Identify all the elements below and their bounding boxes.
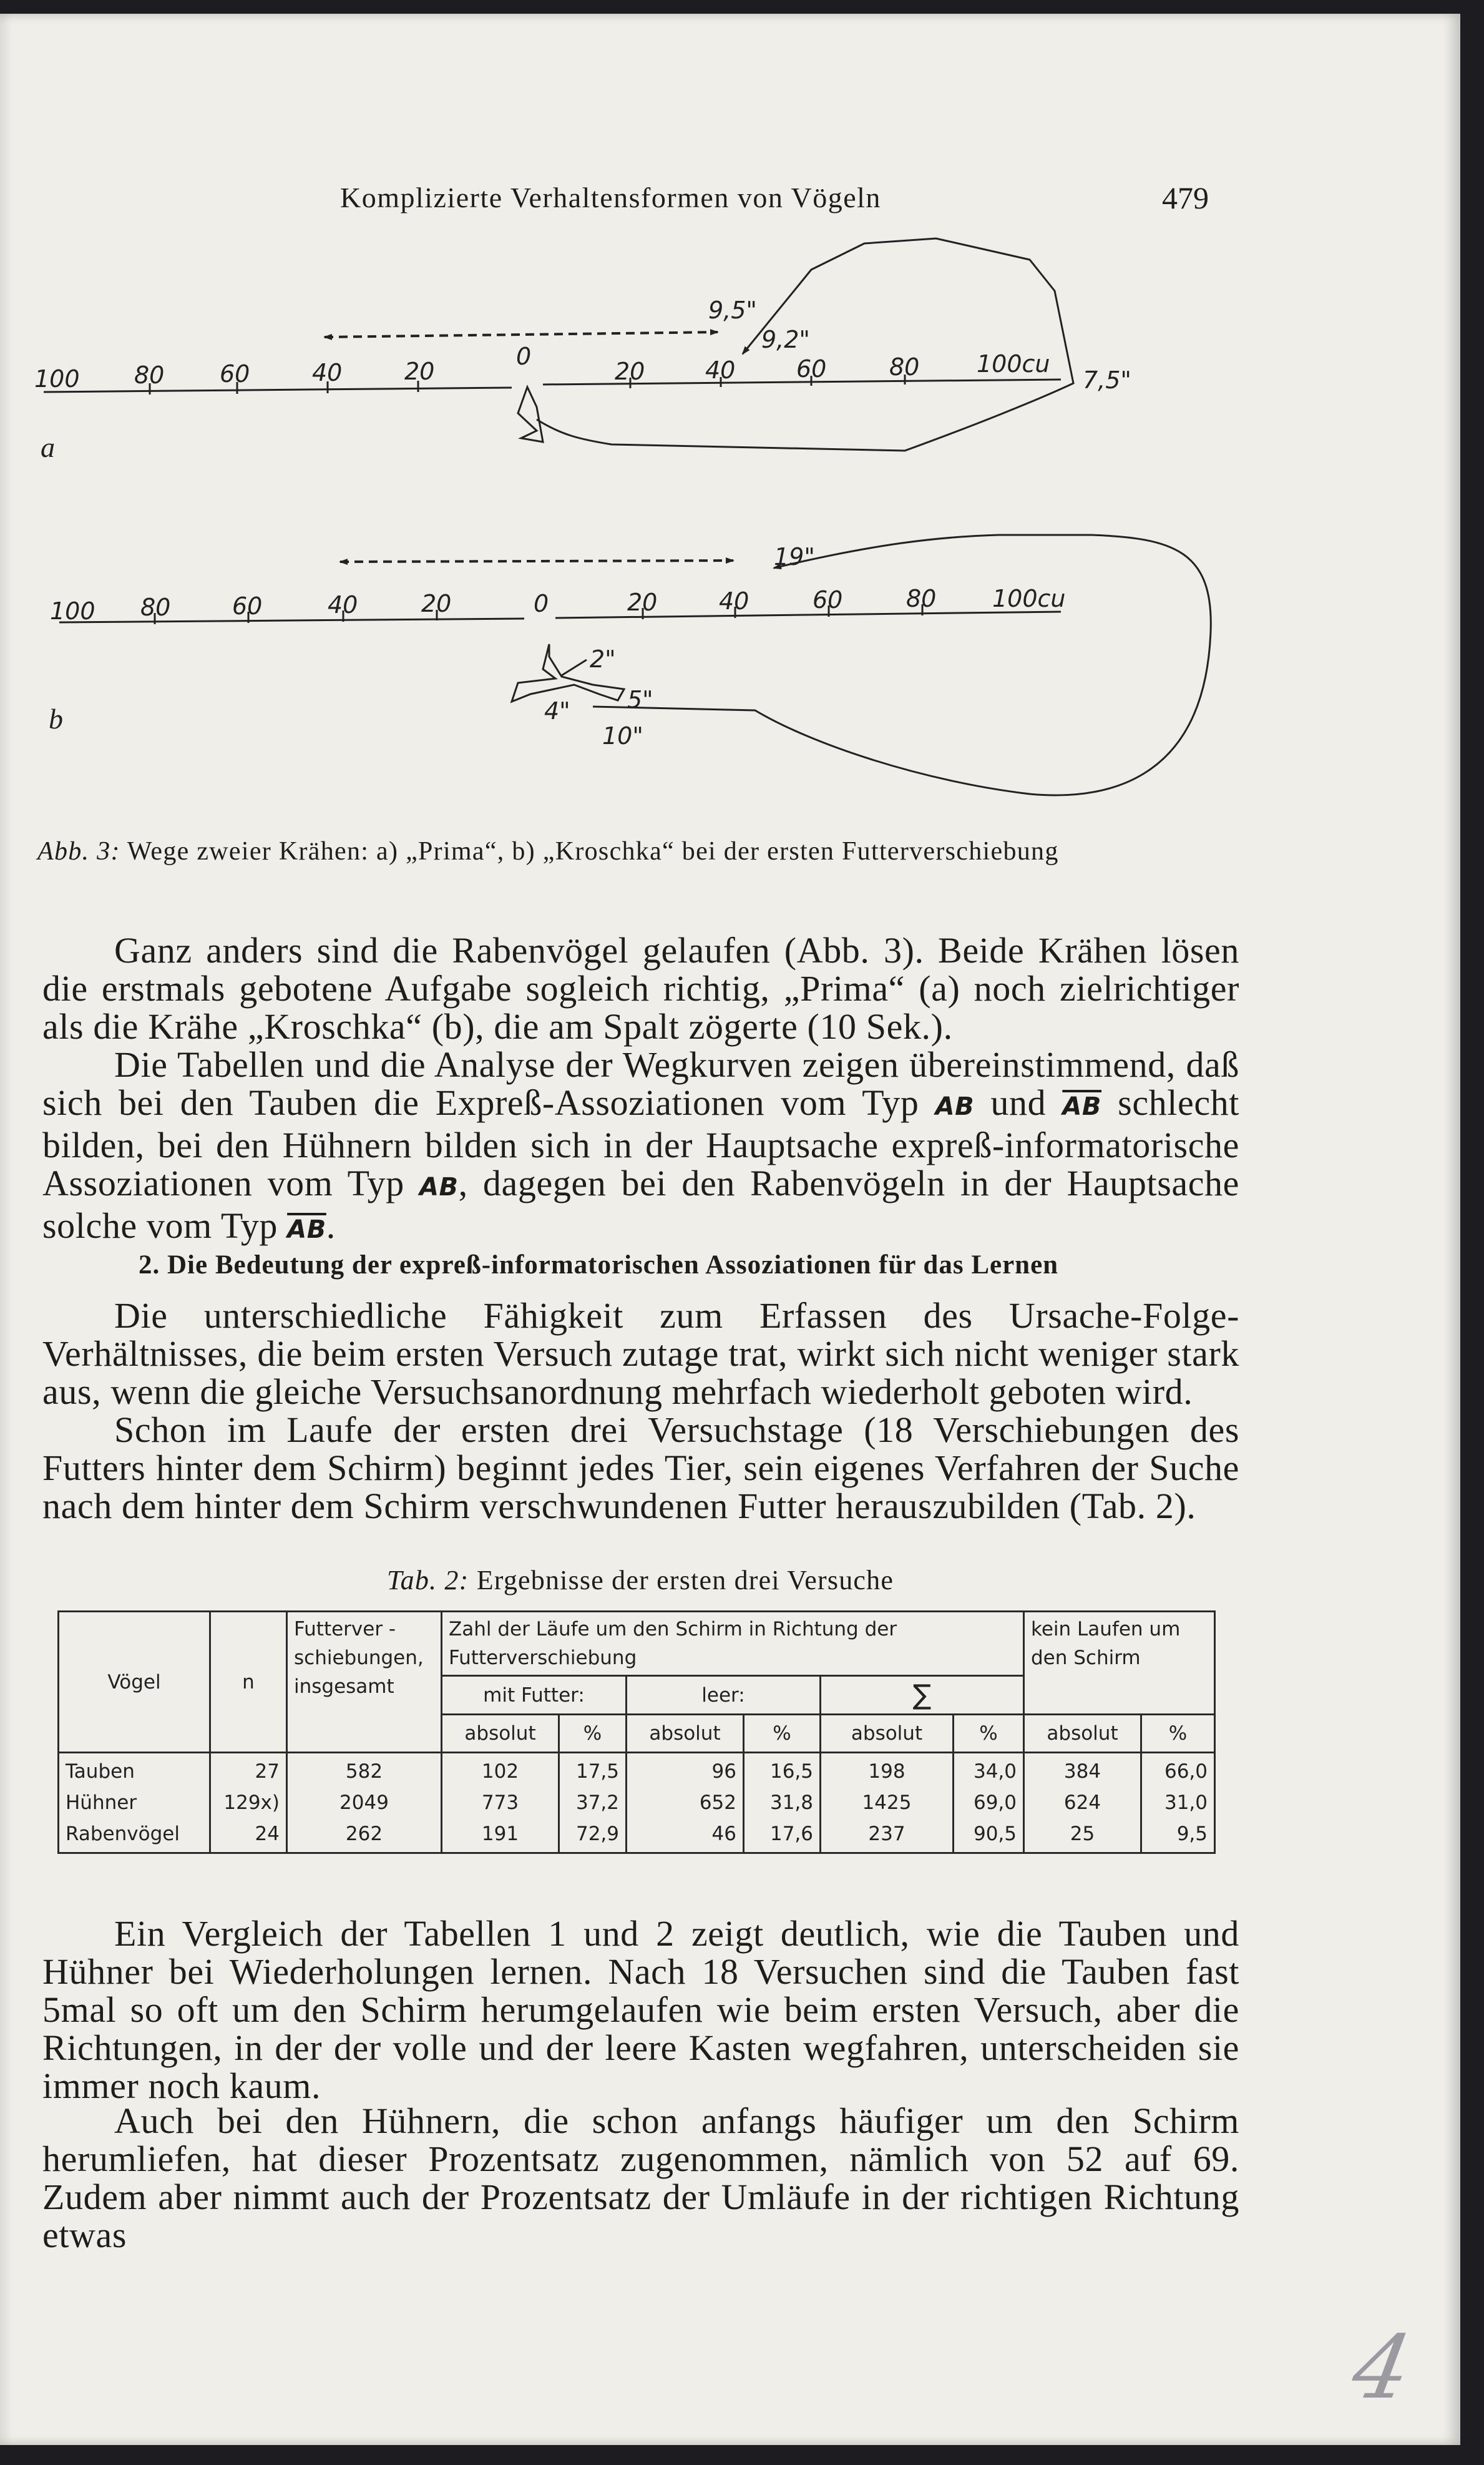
panel-b-left-tick: 60 [232, 592, 263, 620]
table-cell: 129x) [223, 1791, 280, 1814]
paragraph-text: . [326, 1205, 336, 1246]
panel-a-right-tick: 60 [796, 355, 827, 383]
figure-caption-label: Abb. 3: [37, 837, 120, 866]
header-absolut: absolut [821, 1715, 954, 1753]
table-cell: 582 [345, 1760, 383, 1783]
header-percent: % [559, 1715, 627, 1753]
panel-b-time: 4" [544, 697, 570, 725]
paragraph: Die unterschiedliche Fähigkeit zum Erfassen des Ursache-Folge-Verhältnisses, die beim ersten Versuch zutage trat, wirkt sich nicht weniger stark aus, wenn die gleiche Versuchsanordnung mehrfach wiederholt geboten wird. [42, 1295, 1239, 1412]
paragraph-text: Die Tabellen und die Analyse der Wegkurven zeigen übereinstimmend, daß sich bei den Tauben die Expreß-Assoziationen vom Typ [42, 1044, 1239, 1123]
table-cell: 46 [711, 1823, 736, 1845]
panel-b-shift-arrow [340, 561, 733, 562]
table-cell: 624 [1063, 1791, 1101, 1814]
header-percent: % [954, 1715, 1024, 1753]
ab-arrow-symbol: $\overline{AB}$ [287, 1215, 326, 1244]
panel-a-left-tick: 40 [312, 359, 343, 386]
table-cell: 37,2 [575, 1791, 619, 1814]
panel-a-time: 7,5" [1083, 366, 1131, 394]
table-cell: 96 [711, 1760, 736, 1783]
column-sum-pct [954, 1753, 1024, 1853]
header-percent: % [744, 1715, 821, 1753]
table-cell: 25 [1070, 1823, 1095, 1845]
table-cell: 31,8 [769, 1791, 813, 1814]
table-cell: 66,0 [1164, 1760, 1208, 1783]
handwritten-page-mark: 4 [1345, 2317, 1419, 2419]
panel-a-shift-arrow [325, 332, 718, 337]
panel-b-right-end: 100cu [992, 585, 1066, 612]
panel-b-zero: 0 [534, 590, 549, 617]
table-cell: 9,5 [1176, 1823, 1208, 1845]
header-mit-futter: mit Futter: [442, 1676, 627, 1715]
paragraph-text: schlecht bilden, bei den Hühnern bilden sich in der Hauptsache expreß-informatorische Assoziationen vom Typ [42, 1082, 1239, 1203]
table-cell: 17,6 [769, 1823, 813, 1845]
table-cell: 773 [481, 1791, 519, 1814]
column-kein-pct [1141, 1753, 1215, 1853]
column-kein-abs [1024, 1753, 1141, 1853]
paragraph: Ganz anders sind die Rabenvögel gelaufen (Abb. 3). Beide Krähen lösen die erstmals gebotene Aufgabe sogleich richtig, „Prima“ (a) noch zielrichtiger als die Krähe „Kroschka“ (b), die am Spalt zögerte (10 Sek.). [42, 930, 1239, 1047]
column-mit-pct [559, 1753, 627, 1853]
panel-a-left-tick: 80 [134, 361, 165, 389]
results-table [57, 1610, 1216, 1854]
table-cell: 69,0 [973, 1791, 1017, 1814]
table-cell: 652 [699, 1791, 736, 1814]
panel-b-left-tick: 100 [50, 597, 95, 625]
path-figure [0, 220, 1248, 819]
panel-b-left-scale [59, 619, 524, 622]
panel-a-time: 9,2" [761, 326, 810, 353]
table-cell: 17,5 [575, 1760, 619, 1783]
running-header: Komplizierte Verhaltensformen von Vögeln [340, 182, 881, 213]
table-cell: 31,0 [1164, 1791, 1208, 1814]
table-cell: 16,5 [769, 1760, 813, 1783]
panel-a-right-tick: 20 [615, 358, 645, 385]
panel-b-time: 19" [774, 543, 815, 571]
panel-b-right-tick: 60 [813, 586, 843, 614]
header-absolut: absolut [442, 1715, 559, 1753]
table-cell: 72,9 [575, 1823, 619, 1845]
page-number: 479 [1162, 180, 1209, 215]
paragraph [42, 1046, 1239, 1249]
table-cell: 384 [1063, 1760, 1101, 1783]
table-cell: 90,5 [973, 1823, 1017, 1845]
column-total [287, 1753, 442, 1853]
header-futterverschiebungen: Futterver - schiebungen, insgesamt [287, 1612, 442, 1753]
figure-caption-text: Wege zweier Krähen: a) „Prima“, b) „Kroschka“ bei der ersten Futterverschiebung [127, 837, 1059, 866]
panel-a-right-tick: 40 [705, 356, 736, 384]
column-leer-pct [744, 1753, 821, 1853]
panel-a-left-tick: 20 [404, 358, 435, 385]
panel-b-label: b [49, 703, 63, 735]
table-cell: Tauben [66, 1760, 135, 1783]
panel-b-time: 5" [627, 686, 653, 713]
table-cell: 27 [255, 1760, 280, 1783]
panel-a-left-tick: 60 [220, 360, 250, 388]
panel-a [34, 238, 1131, 463]
table-cell: 34,0 [973, 1760, 1017, 1783]
table-cell: 237 [868, 1823, 906, 1845]
ab-arrow-symbol: $\overline{AB}$ [1062, 1092, 1102, 1121]
column-mit-abs [442, 1753, 559, 1853]
panel-a-time: 9,5" [708, 296, 757, 324]
panel-b-time: 2" [590, 645, 616, 673]
panel-b-path [593, 535, 1211, 795]
table-cell: Hühner [66, 1791, 137, 1814]
paragraph-text: und [990, 1082, 1047, 1123]
header-percent: % [1141, 1715, 1215, 1753]
header-absolut: absolut [627, 1715, 744, 1753]
paragraph: Auch bei den Hühnern, die schon anfangs häufiger um den Schirm herumliefen, hat dieser Prozentsatz zugenommen, nämlich von 52 auf 69. Zudem aber nimmt auch der Prozentsatz der Umläufe in der richtigen Richtung etwas [42, 2100, 1239, 2255]
ab-symbol: AB [935, 1092, 975, 1121]
header-zahl-der-laeufe: Zahl der Läufe um den Schirm in Richtung der Futterverschiebung [442, 1612, 1024, 1676]
column-sum-abs [821, 1753, 954, 1853]
table-caption [387, 1564, 894, 1596]
table-cell: 1425 [862, 1791, 912, 1814]
panel-a-label: a [41, 431, 55, 463]
panel-b-right-tick: 80 [906, 585, 937, 612]
header-leer: leer: [627, 1676, 821, 1715]
header-absolut: absolut [1024, 1715, 1141, 1753]
table-cell: 102 [481, 1760, 519, 1783]
panel-a-zero: 0 [516, 343, 532, 370]
panel-a-left-tick: 100 [34, 365, 80, 393]
panel-a-right-tick: 80 [889, 353, 920, 381]
panel-b-time: 10" [602, 722, 643, 750]
column-voegel [59, 1753, 210, 1853]
panel-b-right-tick: 20 [627, 589, 658, 616]
header-sigma: ∑ [821, 1676, 1024, 1715]
table-cell: 24 [255, 1823, 280, 1845]
table-caption-text: Ergebnisse der ersten drei Versuche [476, 1565, 894, 1595]
paragraph-text: , dagegen bei den Rabenvögeln in der Hauptsache solche vom Typ [42, 1163, 1239, 1246]
table-cell: 191 [481, 1823, 519, 1845]
header-n: n [210, 1612, 287, 1753]
column-n [210, 1753, 287, 1853]
paragraph: Ein Vergleich der Tabellen 1 und 2 zeigt deutlich, wie die Tauben und Hühner bei Wiederholungen lernen. Nach 18 Versuchen sind die Tauben fast 5mal so oft um den Schirm herumgelaufen wie beim ersten Versuch, aber die Richtungen, in der der volle und der leere Kasten wegfahren, unterscheiden sie immer noch kaum. [42, 1913, 1239, 2106]
panel-b-left-tick: 40 [328, 591, 358, 619]
panel-b-right-tick: 40 [719, 587, 749, 615]
panel-b [49, 535, 1211, 795]
panel-a-start-scribble [518, 387, 543, 442]
panel-a-right-end: 100cu [977, 350, 1050, 378]
table-cell: 2049 [339, 1791, 389, 1814]
table-cell: 198 [868, 1760, 906, 1783]
page-sheet [0, 14, 1460, 2445]
panel-b-left-tick: 80 [140, 594, 171, 621]
ab-symbol: AB [419, 1173, 459, 1202]
section-heading: 2. Die Bedeutung der expreß-informatorischen Assoziationen für das Lernen [139, 1250, 1059, 1280]
column-leer-abs [627, 1753, 744, 1853]
table-caption-label: Tab. 2: [387, 1565, 469, 1595]
panel-a-left-scale [44, 388, 512, 392]
header-voegel: Vögel [59, 1612, 210, 1753]
panel-b-left-tick: 20 [421, 590, 452, 617]
header-kein-laufen: kein Laufen um den Schirm [1024, 1612, 1215, 1715]
table-cell: Rabenvögel [66, 1823, 180, 1845]
figure-caption [37, 836, 1059, 866]
paragraph: Schon im Laufe der ersten drei Versuchstage (18 Verschiebungen des Futters hinter dem Schirm) beginnt jedes Tier, sein eigenes Verfahren der Suche nach dem hinter dem Schirm verschwundenen Futter herauszubilden (Tab. 2). [42, 1409, 1239, 1526]
table-cell: 262 [345, 1823, 383, 1845]
